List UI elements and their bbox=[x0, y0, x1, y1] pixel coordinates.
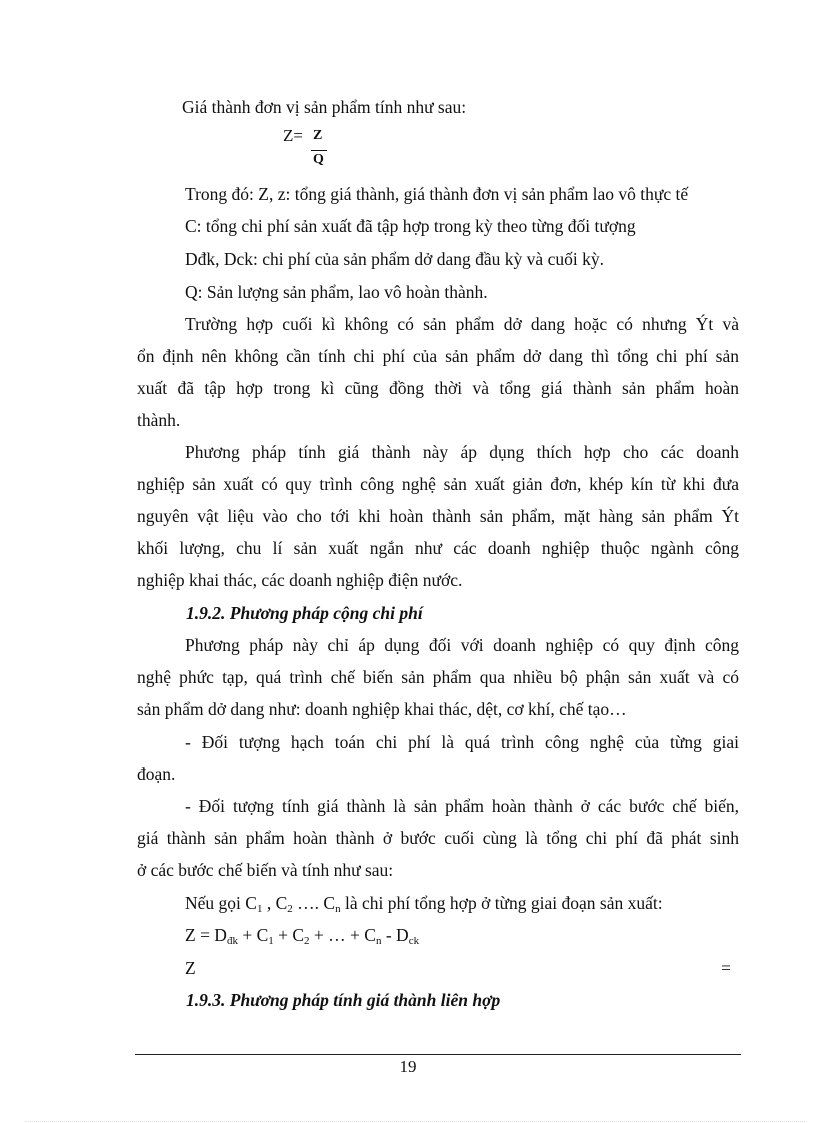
text-line: Giá thành đơn vị sản phẩm tính như sau: bbox=[182, 97, 467, 117]
formula-lhs: Z= bbox=[283, 126, 303, 145]
paragraph-line: nghiệp sản xuất có quy trình công nghệ sản xuất giản đơn, khép kín từ khi đưa bbox=[137, 474, 739, 494]
paragraph-line: nghệ phức tạp, quá trình chế biến sản phẩm qua nhiều bộ phận sản xuất và có bbox=[137, 667, 739, 687]
paragraph-line: khối lượng, chu lí sản xuất ngắn như các doanh nghiệp thuộc ngành công bbox=[137, 538, 739, 558]
formula-z-left: Z bbox=[185, 958, 196, 978]
paragraph-line: Phương pháp tính giá thành này áp dụng thích hợp cho các doanh bbox=[185, 442, 739, 462]
paragraph-line: giá thành sản phẩm hoàn thành ở bước cuối cùng là tổng chi phí đã phát sinh bbox=[137, 828, 739, 848]
paragraph-line: - Đối tượng hạch toán chi phí là quá trình công nghệ của từng giai bbox=[185, 732, 739, 752]
fraction-bar bbox=[311, 150, 327, 151]
paragraph-line: Trường hợp cuối kì không có sản phẩm dở dang hoặc có nhưng Ýt và bbox=[185, 314, 739, 334]
text-line: Dđk, Dck: chi phí của sản phẩm dở dang đầu kỳ và cuối kỳ. bbox=[185, 249, 604, 269]
text-line: Trong đó: Z, z: tổng giá thành, giá thành đơn vị sản phẩm lao vô thực tế bbox=[185, 184, 689, 204]
paragraph-line: ở các bước chế biến và tính như sau: bbox=[137, 860, 394, 880]
page-edge-divider bbox=[25, 1121, 805, 1122]
paragraph-line: Phương pháp này chỉ áp dụng đối với doanh nghiệp có quy định công bbox=[185, 635, 739, 655]
formula-numerator: Z bbox=[313, 128, 323, 143]
page-number: 19 bbox=[399, 1057, 417, 1076]
section-heading: 1.9.3. Phương pháp tính giá thành liên hợp bbox=[186, 990, 501, 1010]
paragraph-line: - Đối tượng tính giá thành là sản phẩm hoàn thành ở các bước chế biến, bbox=[185, 796, 739, 816]
section-heading: 1.9.2. Phương pháp cộng chi phí bbox=[186, 603, 423, 623]
paragraph-line: ổn định nên không cần tính chi phí của sản phẩm dở dang thì tổng chi phí sản bbox=[137, 346, 739, 366]
paragraph-line: sản phẩm dở dang như: doanh nghiệp khai thác, dệt, cơ khí, chế tạo… bbox=[137, 699, 627, 719]
formula-line: $Z = D_{đk} + C_1 + C_2$ + … + $C_n - D_{ck}$ bbox=[185, 925, 420, 947]
paragraph-line: nghiệp khai thác, các doanh nghiệp điện nước. bbox=[137, 570, 463, 590]
paragraph-line: nguyên vật liệu vào cho tới khi hoàn thành sản phẩm, mặt hàng sản phẩm Ýt bbox=[137, 506, 739, 526]
text-line: C: tổng chi phí sản xuất đã tập hợp trong kỳ theo từng đối tượng bbox=[185, 216, 636, 236]
paragraph-line: thành. bbox=[137, 410, 181, 430]
formula-denominator: Q bbox=[313, 152, 324, 167]
footer-divider bbox=[135, 1054, 741, 1055]
formula-equals-right: = bbox=[721, 958, 731, 978]
paragraph-line: đoạn. bbox=[137, 764, 176, 784]
text-line: Q: Sản lượng sản phẩm, lao vô hoàn thành. bbox=[185, 282, 488, 302]
paragraph-line: xuất đã tập hợp trong kì cũng đồng thời và tổng giá thành sản phẩm hoàn bbox=[137, 378, 739, 398]
text-line: Nếu gọi $C_1$ , $C_2$ …. $C_n$ là chi phí tổng hợp ở từng giai đoạn sản xuất: bbox=[185, 893, 663, 915]
